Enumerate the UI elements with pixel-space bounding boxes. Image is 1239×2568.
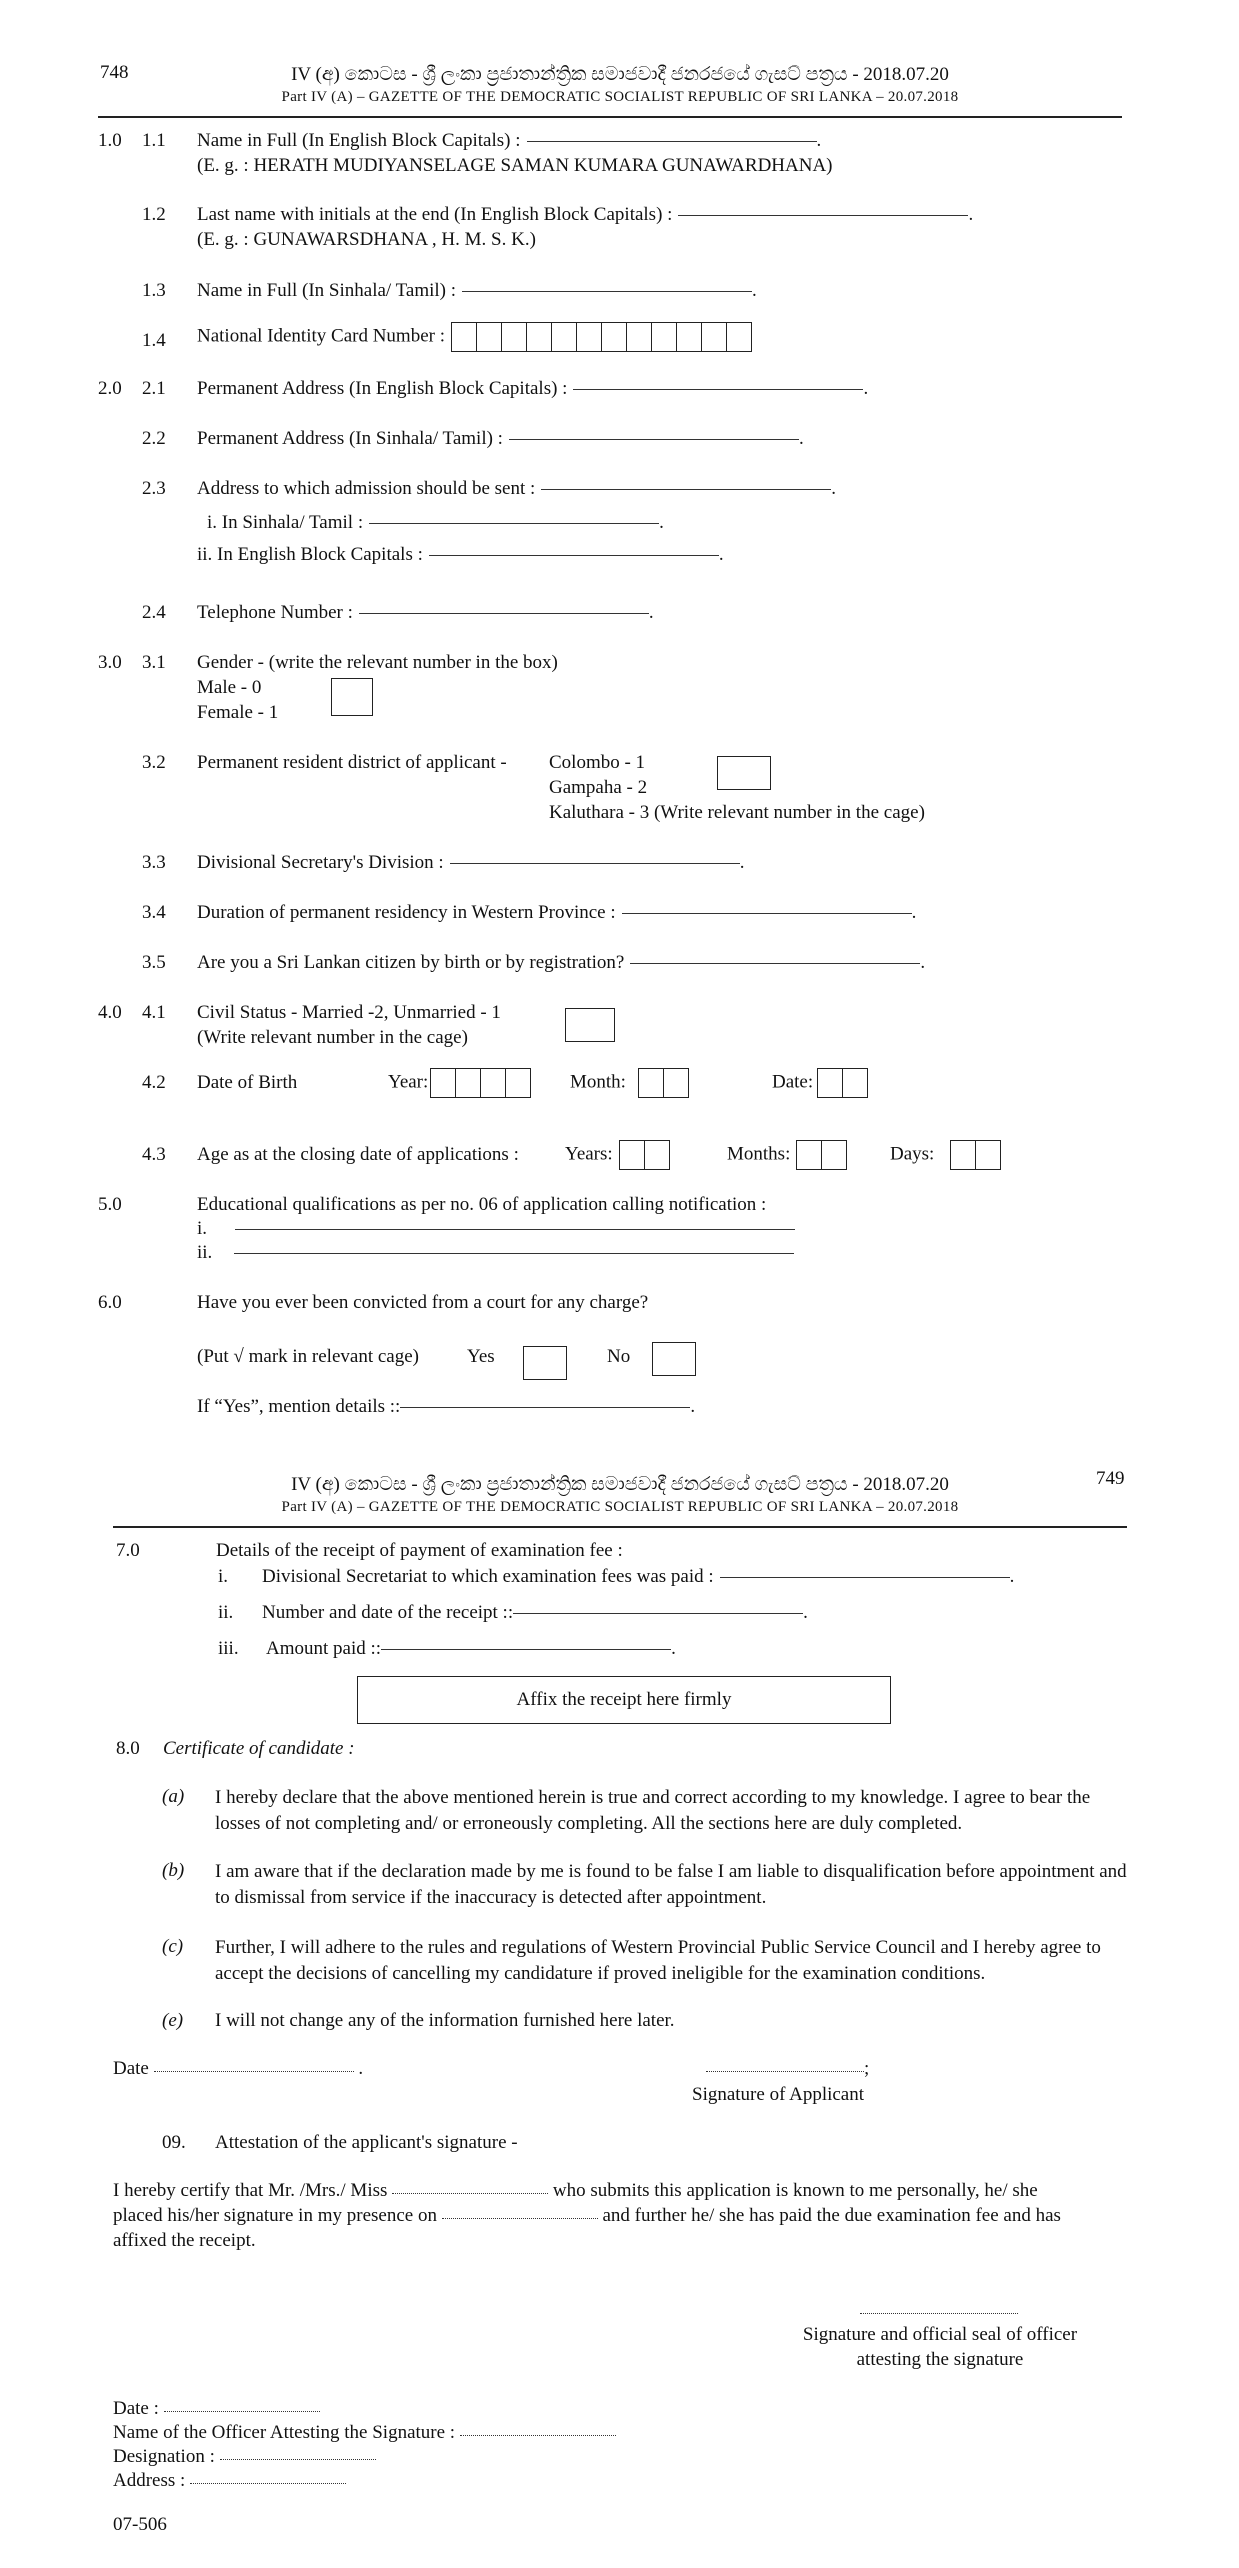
field-label: Age as at the closing date of applications : bbox=[197, 1144, 519, 1165]
officer-name[interactable] bbox=[113, 2422, 616, 2445]
field-label: Telephone Number : bbox=[197, 602, 353, 623]
field-label: Divisional Secretary's Division : bbox=[197, 852, 444, 873]
option-yes-label: Yes bbox=[467, 1346, 495, 1367]
clause-b-text: I am aware that if the declaration made by me is found to be false I am liable to disqualification before appointment and to dismissal from service if the inaccuracy is detected after appointment. bbox=[215, 1861, 1127, 1908]
answer-line[interactable] bbox=[234, 1252, 794, 1254]
applicant-signature-label: Signature of Applicant bbox=[692, 2084, 865, 2105]
page-number-748: 748 bbox=[100, 62, 129, 83]
certify-text: and further he/ she has paid the due examination fee and has bbox=[602, 2205, 1061, 2226]
qualification-marker: ii. bbox=[197, 1242, 213, 1263]
field-admission-address-sinhala[interactable]: i. In Sinhala/ Tamil : . bbox=[207, 512, 664, 533]
item-number: 4.1 bbox=[142, 1002, 166, 1023]
civil-status-box[interactable] bbox=[565, 1008, 615, 1042]
item-number: 1.2 bbox=[142, 204, 166, 225]
answer-dotline[interactable] bbox=[190, 2482, 346, 2484]
item-number: 3.2 bbox=[142, 752, 166, 773]
dob-month-label: Month: bbox=[570, 1071, 626, 1093]
signature-dotline[interactable] bbox=[706, 2070, 864, 2072]
conviction-no-box[interactable] bbox=[652, 1342, 696, 1376]
section-title: Attestation of the applicant's signature - bbox=[215, 2132, 518, 2153]
field-residency-duration[interactable]: Duration of permanent residency in Western Province : . bbox=[197, 902, 917, 923]
age-days-boxes[interactable] bbox=[950, 1140, 1001, 1170]
section-number: 3.0 bbox=[98, 652, 122, 673]
applicant-name-dotline[interactable] bbox=[392, 2192, 548, 2194]
item-number: 4.2 bbox=[142, 1072, 166, 1093]
certify-line-3: affixed the receipt. bbox=[113, 2230, 256, 2251]
page-number-749: 749 bbox=[1096, 1468, 1125, 1489]
gazette-header-sinhala: IV (අ) කොටස - ශ්‍රී ලංකා ප්‍රජාතාන්ත්‍රික සමාජවාදී ජනරජයේ ගැසට් පත්‍රය - 2018.07.20 bbox=[291, 64, 949, 85]
dob-date-boxes[interactable] bbox=[817, 1068, 868, 1098]
answer-dotline[interactable] bbox=[164, 2410, 320, 2412]
clause-c-text: Further, I will adhere to the rules and regulations of Western Provincial Public Service Council and I hereby agree to accept the decisions of cancelling my candidature if proved ineligible for the examination conditions. bbox=[215, 1937, 1101, 1984]
field-label: Number and date of the receipt :: bbox=[262, 1602, 514, 1623]
field-label: Permanent Address (In Sinhala/ Tamil) : bbox=[197, 428, 503, 449]
district-option-colombo: Colombo - 1 bbox=[549, 752, 646, 773]
item-number: 4.3 bbox=[142, 1144, 166, 1165]
field-receipt-number[interactable]: Number and date of the receipt :: . bbox=[262, 1602, 808, 1623]
field-label: Details of the receipt of payment of examination fee : bbox=[216, 1540, 623, 1561]
district-option-kaluthara: Kaluthara - 3 (Write relevant number in the cage) bbox=[549, 802, 925, 823]
dob-month[interactable] bbox=[570, 1068, 689, 1098]
section-number: 8.0 bbox=[116, 1738, 140, 1759]
field-conviction-details[interactable]: If “Yes”, mention details :: . bbox=[197, 1396, 696, 1417]
field-label: Divisional Secretariat to which examination fees was paid : bbox=[262, 1566, 714, 1587]
section-number: 6.0 bbox=[98, 1292, 122, 1313]
item-marker: iii. bbox=[218, 1638, 239, 1659]
clause-marker: (a) bbox=[162, 1786, 185, 1807]
officer-signature-dotline[interactable] bbox=[860, 2312, 1018, 2314]
age-years-boxes[interactable] bbox=[619, 1140, 670, 1170]
section-number: 7.0 bbox=[116, 1540, 140, 1561]
section-number: 09. bbox=[162, 2132, 186, 2153]
field-label: Educational qualifications as per no. 06 of application calling notification : bbox=[197, 1194, 767, 1215]
field-permanent-address-sinhala[interactable]: Permanent Address (In Sinhala/ Tamil) : . bbox=[197, 428, 804, 449]
clause-marker: (b) bbox=[162, 1860, 185, 1881]
item-number: 2.4 bbox=[142, 602, 166, 623]
field-label: Are you a Sri Lankan citizen by birth or by registration? bbox=[197, 952, 625, 973]
field-name-sinhala[interactable]: Name in Full (In Sinhala/ Tamil) : . bbox=[197, 280, 757, 301]
answer-line[interactable] bbox=[630, 962, 920, 964]
answer-line[interactable] bbox=[678, 214, 968, 216]
answer-line[interactable] bbox=[462, 290, 752, 292]
clause-marker: (c) bbox=[162, 1936, 184, 1957]
field-amount-paid[interactable]: Amount paid :: . bbox=[266, 1638, 676, 1659]
document-code: 07-506 bbox=[113, 2514, 167, 2535]
applicant-date[interactable]: Date . bbox=[113, 2058, 364, 2079]
item-number: 1.1 bbox=[142, 130, 166, 151]
clause-a-text: I hereby declare that the above mentioned herein is true and correct according to my knowledge. I agree to bear the losses of not completing and/ or erroneously completing. All the sections here are duly completed. bbox=[215, 1787, 1091, 1834]
field-label: ii. In English Block Capitals : bbox=[197, 544, 423, 565]
receipt-affix-label: Affix the receipt here firmly bbox=[516, 1689, 732, 1710]
conviction-yes-box[interactable] bbox=[523, 1346, 567, 1380]
field-label: Have you ever been convicted from a court for any charge? bbox=[197, 1292, 649, 1313]
answer-line[interactable] bbox=[509, 438, 799, 440]
field-nic[interactable] bbox=[197, 322, 752, 352]
age-months[interactable] bbox=[727, 1140, 847, 1170]
certify-line-1 bbox=[113, 2180, 1038, 2203]
field-permanent-address-english[interactable]: Permanent Address (In English Block Capitals) : . bbox=[197, 378, 869, 399]
age-days-label: Days: bbox=[890, 1143, 935, 1165]
certify-line-2 bbox=[113, 2205, 1061, 2228]
answer-line[interactable] bbox=[720, 1576, 1010, 1578]
answer-line[interactable] bbox=[359, 612, 649, 614]
dob-year-boxes[interactable] bbox=[430, 1068, 531, 1098]
answer-dotline[interactable] bbox=[220, 2458, 376, 2460]
date-label: Date bbox=[113, 2058, 149, 2079]
field-citizenship[interactable]: Are you a Sri Lankan citizen by birth or by registration? . bbox=[197, 952, 926, 973]
section-number: 1.0 bbox=[98, 130, 122, 151]
certify-text: I hereby certify that Mr. /Mrs./ Miss bbox=[113, 2180, 388, 2201]
dob-date-label: Date: bbox=[772, 1071, 814, 1093]
field-note: (Put √ mark in relevant cage) bbox=[197, 1346, 419, 1367]
field-fee-secretariat[interactable]: Divisional Secretariat to which examination fees was paid : . bbox=[262, 1566, 1015, 1587]
applicant-signature-line[interactable]: ; bbox=[706, 2058, 869, 2081]
field-divisional-secretary[interactable]: Divisional Secretary's Division : . bbox=[197, 852, 745, 873]
dob-year[interactable] bbox=[388, 1068, 531, 1098]
field-label: Address : bbox=[113, 2470, 186, 2491]
field-label: National Identity Card Number : bbox=[197, 325, 445, 347]
field-example: (E. g. : HERATH MUDIYANSELAGE SAMAN KUMARA GUNAWARDHANA) bbox=[197, 155, 833, 176]
age-months-label: Months: bbox=[727, 1143, 791, 1165]
field-label: i. In Sinhala/ Tamil : bbox=[207, 512, 364, 533]
field-label: Designation : bbox=[113, 2446, 215, 2467]
officer-designation[interactable] bbox=[113, 2446, 376, 2469]
field-label: Date : bbox=[113, 2398, 159, 2419]
item-number: 3.4 bbox=[142, 902, 166, 923]
field-last-name[interactable]: Last name with initials at the end (In English Block Capitals) : . bbox=[197, 204, 974, 225]
header-rule bbox=[98, 116, 1122, 118]
item-number: 2.1 bbox=[142, 378, 166, 399]
answer-line[interactable] bbox=[513, 1612, 803, 1614]
answer-line[interactable] bbox=[235, 1228, 795, 1230]
field-label: Duration of permanent residency in Western Province : bbox=[197, 902, 616, 923]
certify-text: who submits this application is known to me personally, he/ she bbox=[552, 2180, 1038, 2201]
field-label: Civil Status - Married -2, Unmarried - 1 bbox=[197, 1002, 501, 1023]
section-title: Certificate of candidate : bbox=[163, 1738, 355, 1759]
dob-year-label: Year: bbox=[388, 1071, 429, 1093]
officer-signature-line[interactable] bbox=[860, 2300, 1018, 2323]
clause-marker: (e) bbox=[162, 2010, 184, 2031]
officer-date[interactable] bbox=[113, 2398, 320, 2421]
answer-dotline[interactable] bbox=[460, 2434, 616, 2436]
section-number: 5.0 bbox=[98, 1194, 122, 1215]
answer-line[interactable] bbox=[429, 554, 719, 556]
item-number: 2.3 bbox=[142, 478, 166, 499]
section-number: 4.0 bbox=[98, 1002, 122, 1023]
answer-line[interactable] bbox=[400, 1406, 690, 1408]
field-label: Date of Birth bbox=[197, 1072, 298, 1093]
field-label: Permanent resident district of applicant - bbox=[197, 752, 507, 773]
clause-e-text: I will not change any of the information furnished here later. bbox=[215, 2010, 675, 2031]
age-years[interactable] bbox=[565, 1140, 670, 1170]
answer-line[interactable] bbox=[573, 388, 863, 390]
item-number: 3.1 bbox=[142, 652, 166, 673]
field-label: Last name with initials at the end (In English Block Capitals) : bbox=[197, 204, 673, 225]
item-number: 2.2 bbox=[142, 428, 166, 449]
item-number: 3.5 bbox=[142, 952, 166, 973]
gazette-header-sinhala-2: IV (අ) කොටස - ශ්‍රී ලංකා ප්‍රජාතාන්ත්‍රික සමාජවාදී ජනරජයේ ගැසට් පත්‍රය - 2018.07.20 bbox=[291, 1474, 949, 1495]
nic-boxes[interactable] bbox=[451, 322, 752, 352]
answer-line[interactable] bbox=[369, 522, 659, 524]
district-box[interactable] bbox=[717, 756, 771, 790]
item-number: 3.3 bbox=[142, 852, 166, 873]
dob-date[interactable] bbox=[772, 1068, 868, 1098]
field-label: Amount paid :: bbox=[266, 1638, 382, 1659]
field-note: (Write relevant number in the cage) bbox=[197, 1027, 468, 1048]
age-months-boxes[interactable] bbox=[796, 1140, 847, 1170]
age-days[interactable] bbox=[890, 1140, 1001, 1170]
field-label: Name of the Officer Attesting the Signature : bbox=[113, 2422, 456, 2443]
officer-signature-label-2: attesting the signature bbox=[856, 2349, 1024, 2370]
gazette-header-english-2: Part IV (A) – GAZETTE OF THE DEMOCRATIC SOCIALIST REPUBLIC OF SRI LANKA – 20.07.2018 bbox=[281, 1499, 959, 1515]
field-telephone[interactable]: Telephone Number : . bbox=[197, 602, 654, 623]
field-label: Address to which admission should be sent : bbox=[197, 478, 536, 499]
gender-box[interactable] bbox=[331, 678, 373, 716]
answer-line[interactable] bbox=[622, 912, 912, 914]
item-marker: ii. bbox=[218, 1602, 234, 1623]
answer-line[interactable] bbox=[527, 140, 817, 142]
age-years-label: Years: bbox=[565, 1143, 613, 1165]
field-label: Gender - (write the relevant number in the box) bbox=[197, 652, 558, 673]
answer-line[interactable] bbox=[541, 488, 831, 490]
item-marker: i. bbox=[218, 1566, 229, 1587]
gender-option-female: Female - 1 bbox=[197, 702, 279, 723]
field-label: If “Yes”, mention details :: bbox=[197, 1396, 401, 1417]
field-label: Name in Full (In English Block Capitals) : bbox=[197, 130, 521, 151]
qualification-1[interactable] bbox=[197, 1218, 795, 1241]
item-number: 1.4 bbox=[142, 330, 166, 351]
gazette-header-english: Part IV (A) – GAZETTE OF THE DEMOCRATIC SOCIALIST REPUBLIC OF SRI LANKA – 20.07.2018 bbox=[281, 89, 959, 105]
item-number: 1.3 bbox=[142, 280, 166, 301]
qualification-marker: i. bbox=[197, 1218, 208, 1239]
date-dotline[interactable] bbox=[154, 2070, 354, 2072]
gender-option-male: Male - 0 bbox=[197, 677, 262, 698]
qualification-2[interactable] bbox=[197, 1242, 794, 1265]
attest-date-dotline[interactable] bbox=[442, 2217, 598, 2219]
option-no-label: No bbox=[607, 1346, 631, 1367]
receipt-affix-box bbox=[357, 1676, 891, 1724]
officer-signature-label-1: Signature and official seal of officer bbox=[802, 2324, 1078, 2345]
dob-month-boxes[interactable] bbox=[638, 1068, 689, 1098]
field-label: Permanent Address (In English Block Capitals) : bbox=[197, 378, 568, 399]
field-example: (E. g. : GUNAWARSDHANA , H. M. S. K.) bbox=[197, 229, 536, 250]
answer-line[interactable] bbox=[381, 1648, 671, 1650]
field-admission-address-english[interactable]: ii. In English Block Capitals : . bbox=[197, 544, 724, 565]
certify-text: placed his/her signature in my presence on bbox=[113, 2205, 437, 2226]
field-admission-address[interactable]: Address to which admission should be sent : . bbox=[197, 478, 837, 499]
section-number: 2.0 bbox=[98, 378, 122, 399]
header-rule bbox=[113, 1526, 1127, 1528]
answer-line[interactable] bbox=[450, 862, 740, 864]
field-name-english[interactable]: Name in Full (In English Block Capitals) : . bbox=[197, 130, 822, 151]
officer-address[interactable] bbox=[113, 2470, 346, 2493]
field-label: Name in Full (In Sinhala/ Tamil) : bbox=[197, 280, 457, 301]
district-option-gampaha: Gampaha - 2 bbox=[549, 777, 648, 798]
